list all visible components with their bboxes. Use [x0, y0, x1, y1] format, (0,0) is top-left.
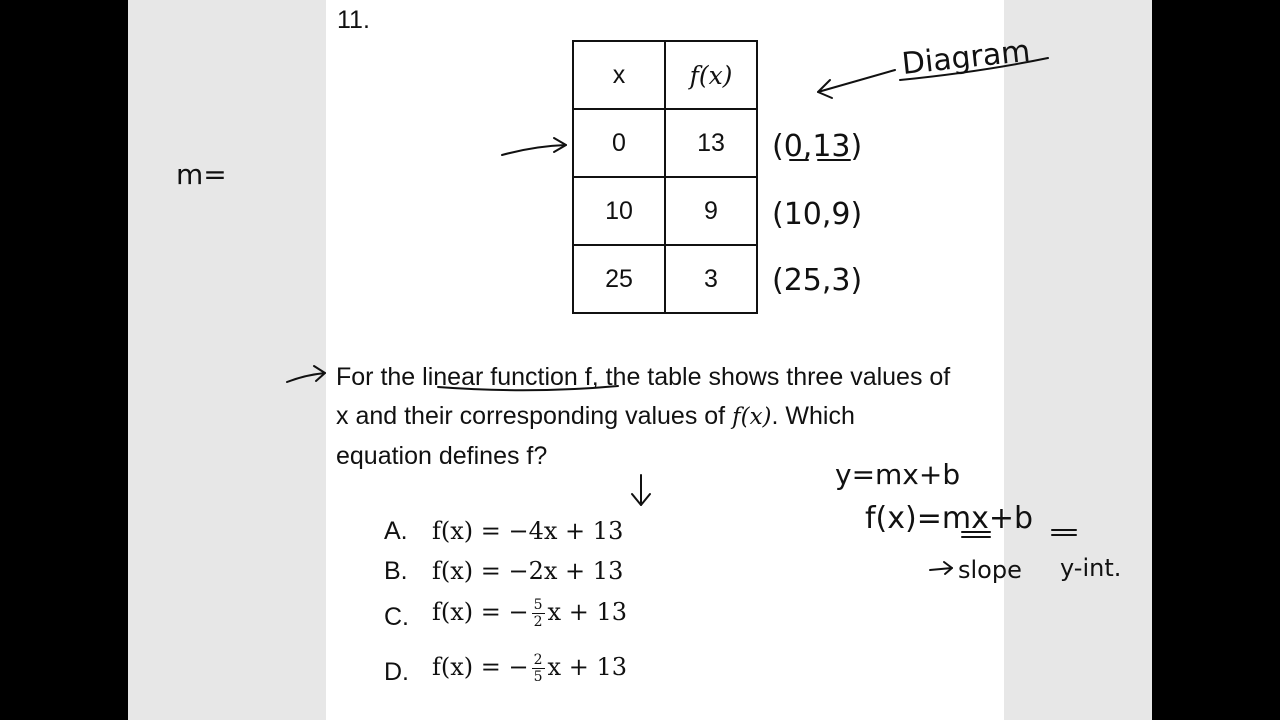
- cell-x: 25: [573, 245, 665, 313]
- cell-fx: 9: [665, 177, 757, 245]
- equation-suffix: x + 13: [547, 598, 627, 626]
- choice-equation: f(x) = −4x + 13: [432, 517, 624, 545]
- equation-suffix: x + 13: [547, 653, 627, 681]
- choice-equation: [432, 597, 627, 630]
- point-label: (10,9): [772, 197, 863, 232]
- choice-letter: D.: [384, 658, 409, 686]
- right-margin-panel: [1004, 0, 1152, 720]
- question-text-part: . Which equation defines f?: [336, 402, 855, 470]
- function-table: [572, 40, 758, 314]
- cell-fx: 13: [665, 109, 757, 177]
- fraction-denominator: 2: [533, 614, 543, 630]
- function-notation: f(x): [732, 404, 772, 430]
- choice-equation: f(x) = −2x + 13: [432, 557, 624, 585]
- question-number: 11.: [337, 6, 370, 34]
- slope-label: slope: [958, 556, 1022, 584]
- question-text: [336, 358, 956, 476]
- fraction-denominator: 5: [533, 669, 543, 685]
- table-row: [573, 109, 757, 177]
- header-fx: f(x): [665, 41, 757, 109]
- question-text-part: For the: [336, 363, 423, 391]
- fraction-numerator: 5: [533, 597, 543, 613]
- header-x: x: [573, 41, 665, 109]
- choice-letter: C.: [384, 603, 409, 631]
- y-intercept-label: y-int.: [1060, 554, 1122, 582]
- choice-letter: B.: [384, 557, 408, 585]
- fraction-numerator: 2: [533, 652, 543, 668]
- fraction: [532, 652, 545, 685]
- diagram-label: Diagram: [900, 33, 1032, 82]
- cell-x: 0: [573, 109, 665, 177]
- question-text-part: f, the table shows three values of x and their corresponding values of: [336, 363, 951, 430]
- equation-prefix: f(x) = −: [432, 598, 529, 626]
- cell-fx: 3: [665, 245, 757, 313]
- equation-prefix: f(x) = −: [432, 653, 529, 681]
- fraction: [532, 597, 545, 630]
- left-margin-panel: [128, 0, 326, 720]
- table-header-row: [573, 41, 757, 109]
- slope-intercept-form: y=mx+b: [835, 458, 961, 491]
- point-label: (25,3): [772, 263, 863, 298]
- underlined-term: linear function: [422, 363, 578, 391]
- function-form: f(x)=mx+b: [865, 501, 1034, 536]
- cell-x: 10: [573, 177, 665, 245]
- point-label: (0,13): [772, 129, 863, 164]
- table-row: [573, 245, 757, 313]
- table-row: [573, 177, 757, 245]
- slope-m-label: m=: [176, 158, 227, 191]
- choice-letter: A.: [384, 517, 408, 545]
- choice-equation: [432, 652, 627, 685]
